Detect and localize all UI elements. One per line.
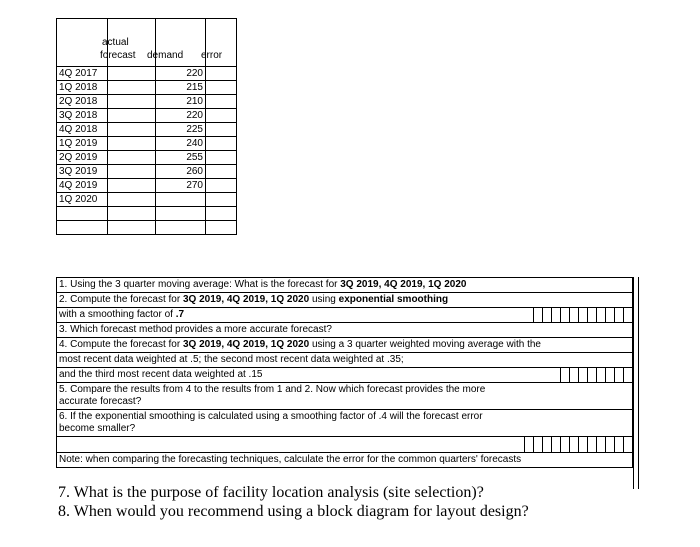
- question-5[interactable]: [56, 383, 633, 410]
- q2-bold-method: exponential smoothing: [338, 294, 449, 305]
- questions-box: [56, 277, 633, 468]
- forecast-cell[interactable]: [108, 207, 156, 221]
- note-text: Note: when comparing the forecasting techniques, calculate the error for the common quarters' forecasts: [59, 454, 522, 465]
- q5-text-b: accurate forecast?: [59, 396, 142, 407]
- period-cell[interactable]: [57, 221, 108, 235]
- forecast-cell[interactable]: [108, 137, 156, 151]
- q2b-text: with a smoothing factor of: [59, 309, 176, 320]
- table-row: [57, 67, 237, 81]
- forecast-cell[interactable]: [108, 67, 156, 81]
- q4c-text: and the third most recent data weighted at .15: [59, 369, 263, 380]
- question-2[interactable]: [56, 293, 633, 308]
- question-1[interactable]: [56, 278, 633, 293]
- table-row: [57, 193, 237, 207]
- demand-cell[interactable]: 220: [156, 67, 206, 81]
- header-error-label: error: [201, 50, 223, 61]
- question-7: 7. What is the purpose of facility location analysis (site selection)?: [58, 484, 484, 501]
- q3-text: 3. Which forecast method provides a more accurate forecast?: [59, 324, 332, 335]
- q2-bold-quarters: 3Q 2019, 4Q 2019, 1Q 2020: [182, 294, 310, 305]
- table-row: [57, 165, 237, 179]
- grid-cells: [560, 368, 632, 382]
- error-cell[interactable]: [206, 151, 237, 165]
- forecast-cell[interactable]: [108, 151, 156, 165]
- error-cell[interactable]: [206, 109, 237, 123]
- q6-text-b: become smaller?: [59, 423, 136, 434]
- header-actual-label: actual: [102, 37, 129, 48]
- q4-text: 4. Compute the forecast for: [59, 339, 183, 350]
- error-cell[interactable]: [206, 165, 237, 179]
- forecast-cell[interactable]: [108, 193, 156, 207]
- demand-cell[interactable]: 220: [156, 109, 206, 123]
- forecast-cell[interactable]: [108, 123, 156, 137]
- table-row: [57, 151, 237, 165]
- forecast-table: [56, 18, 237, 235]
- period-cell[interactable]: 1Q 2018: [57, 81, 108, 95]
- table-row: [57, 81, 237, 95]
- table-header-row: [57, 19, 237, 67]
- error-cell[interactable]: [206, 179, 237, 193]
- grid-cells: [533, 308, 632, 322]
- demand-cell[interactable]: 225: [156, 123, 206, 137]
- q4-bold: 3Q 2019, 4Q 2019, 1Q 2020: [182, 339, 310, 350]
- demand-cell[interactable]: 255: [156, 151, 206, 165]
- period-cell[interactable]: [57, 207, 108, 221]
- period-cell[interactable]: 2Q 2018: [57, 95, 108, 109]
- table-row: [57, 95, 237, 109]
- period-cell[interactable]: 4Q 2018: [57, 123, 108, 137]
- error-cell[interactable]: [206, 137, 237, 151]
- grid-cells: [524, 437, 632, 452]
- question-4-cont[interactable]: [56, 353, 633, 368]
- sheet-right-border: [633, 277, 639, 489]
- period-cell[interactable]: 1Q 2019: [57, 137, 108, 151]
- q1-bold: 3Q 2019, 4Q 2019, 1Q 2020: [340, 279, 467, 290]
- period-cell[interactable]: 2Q 2019: [57, 151, 108, 165]
- header-demand-label: demand: [147, 50, 184, 61]
- period-cell[interactable]: 3Q 2018: [57, 109, 108, 123]
- table-row: [57, 179, 237, 193]
- q4b-text: most recent data weighted at .5; the second most recent data weighted at .35;: [59, 354, 404, 365]
- demand-cell[interactable]: 260: [156, 165, 206, 179]
- error-cell[interactable]: [206, 207, 237, 221]
- header-demand-cell[interactable]: [156, 19, 206, 67]
- period-cell[interactable]: 4Q 2017: [57, 67, 108, 81]
- forecast-cell[interactable]: [108, 179, 156, 193]
- question-4[interactable]: [56, 338, 633, 353]
- period-cell[interactable]: 1Q 2020: [57, 193, 108, 207]
- q2b-bold: .7: [175, 309, 185, 320]
- header-error-cell[interactable]: [206, 19, 237, 67]
- demand-cell[interactable]: [156, 221, 206, 235]
- blank-row[interactable]: [56, 437, 633, 453]
- error-cell[interactable]: [206, 81, 237, 95]
- table-row: [57, 123, 237, 137]
- period-cell[interactable]: 3Q 2019: [57, 165, 108, 179]
- table-row: [57, 207, 237, 221]
- demand-cell[interactable]: [156, 193, 206, 207]
- q5-text-a: 5. Compare the results from 4 to the results from 1 and 2. Now which forecast provides the more: [59, 384, 486, 395]
- error-cell[interactable]: [206, 221, 237, 235]
- q6-text-a: 6. If the exponential smoothing is calculated using a smoothing factor of .4 will the forecast error: [59, 411, 483, 422]
- note-row[interactable]: [56, 453, 633, 468]
- period-cell[interactable]: 4Q 2019: [57, 179, 108, 193]
- forecast-cell[interactable]: [108, 165, 156, 179]
- question-3[interactable]: [56, 323, 633, 338]
- forecast-cell[interactable]: [108, 81, 156, 95]
- question-4-cont2[interactable]: [56, 368, 633, 383]
- error-cell[interactable]: [206, 123, 237, 137]
- table-row: [57, 137, 237, 151]
- header-forecast-label: forecast: [100, 50, 136, 61]
- table-row: [57, 109, 237, 123]
- q4-post: using a 3 quarter weighted moving average with the: [309, 339, 541, 350]
- demand-cell[interactable]: 240: [156, 137, 206, 151]
- q1-text: 1. Using the 3 quarter moving average: What is the forecast for: [59, 279, 341, 290]
- demand-cell[interactable]: [156, 207, 206, 221]
- question-8: 8. When would you recommend using a block diagram for layout design?: [58, 503, 529, 520]
- table-row: [57, 221, 237, 235]
- error-cell[interactable]: [206, 193, 237, 207]
- forecast-cell[interactable]: [108, 109, 156, 123]
- error-cell[interactable]: [206, 95, 237, 109]
- q2-text: 2. Compute the forecast for: [59, 294, 183, 305]
- q2-mid: using: [309, 294, 339, 305]
- error-cell[interactable]: [206, 67, 237, 81]
- question-6[interactable]: [56, 410, 633, 437]
- forecast-cell[interactable]: [108, 221, 156, 235]
- forecast-cell[interactable]: [108, 95, 156, 109]
- demand-cell[interactable]: 215: [156, 81, 206, 95]
- question-2-cont[interactable]: [56, 308, 633, 323]
- header-forecast-cell[interactable]: [108, 19, 156, 67]
- demand-cell[interactable]: 270: [156, 179, 206, 193]
- demand-cell[interactable]: 210: [156, 95, 206, 109]
- header-period-cell[interactable]: [57, 19, 108, 67]
